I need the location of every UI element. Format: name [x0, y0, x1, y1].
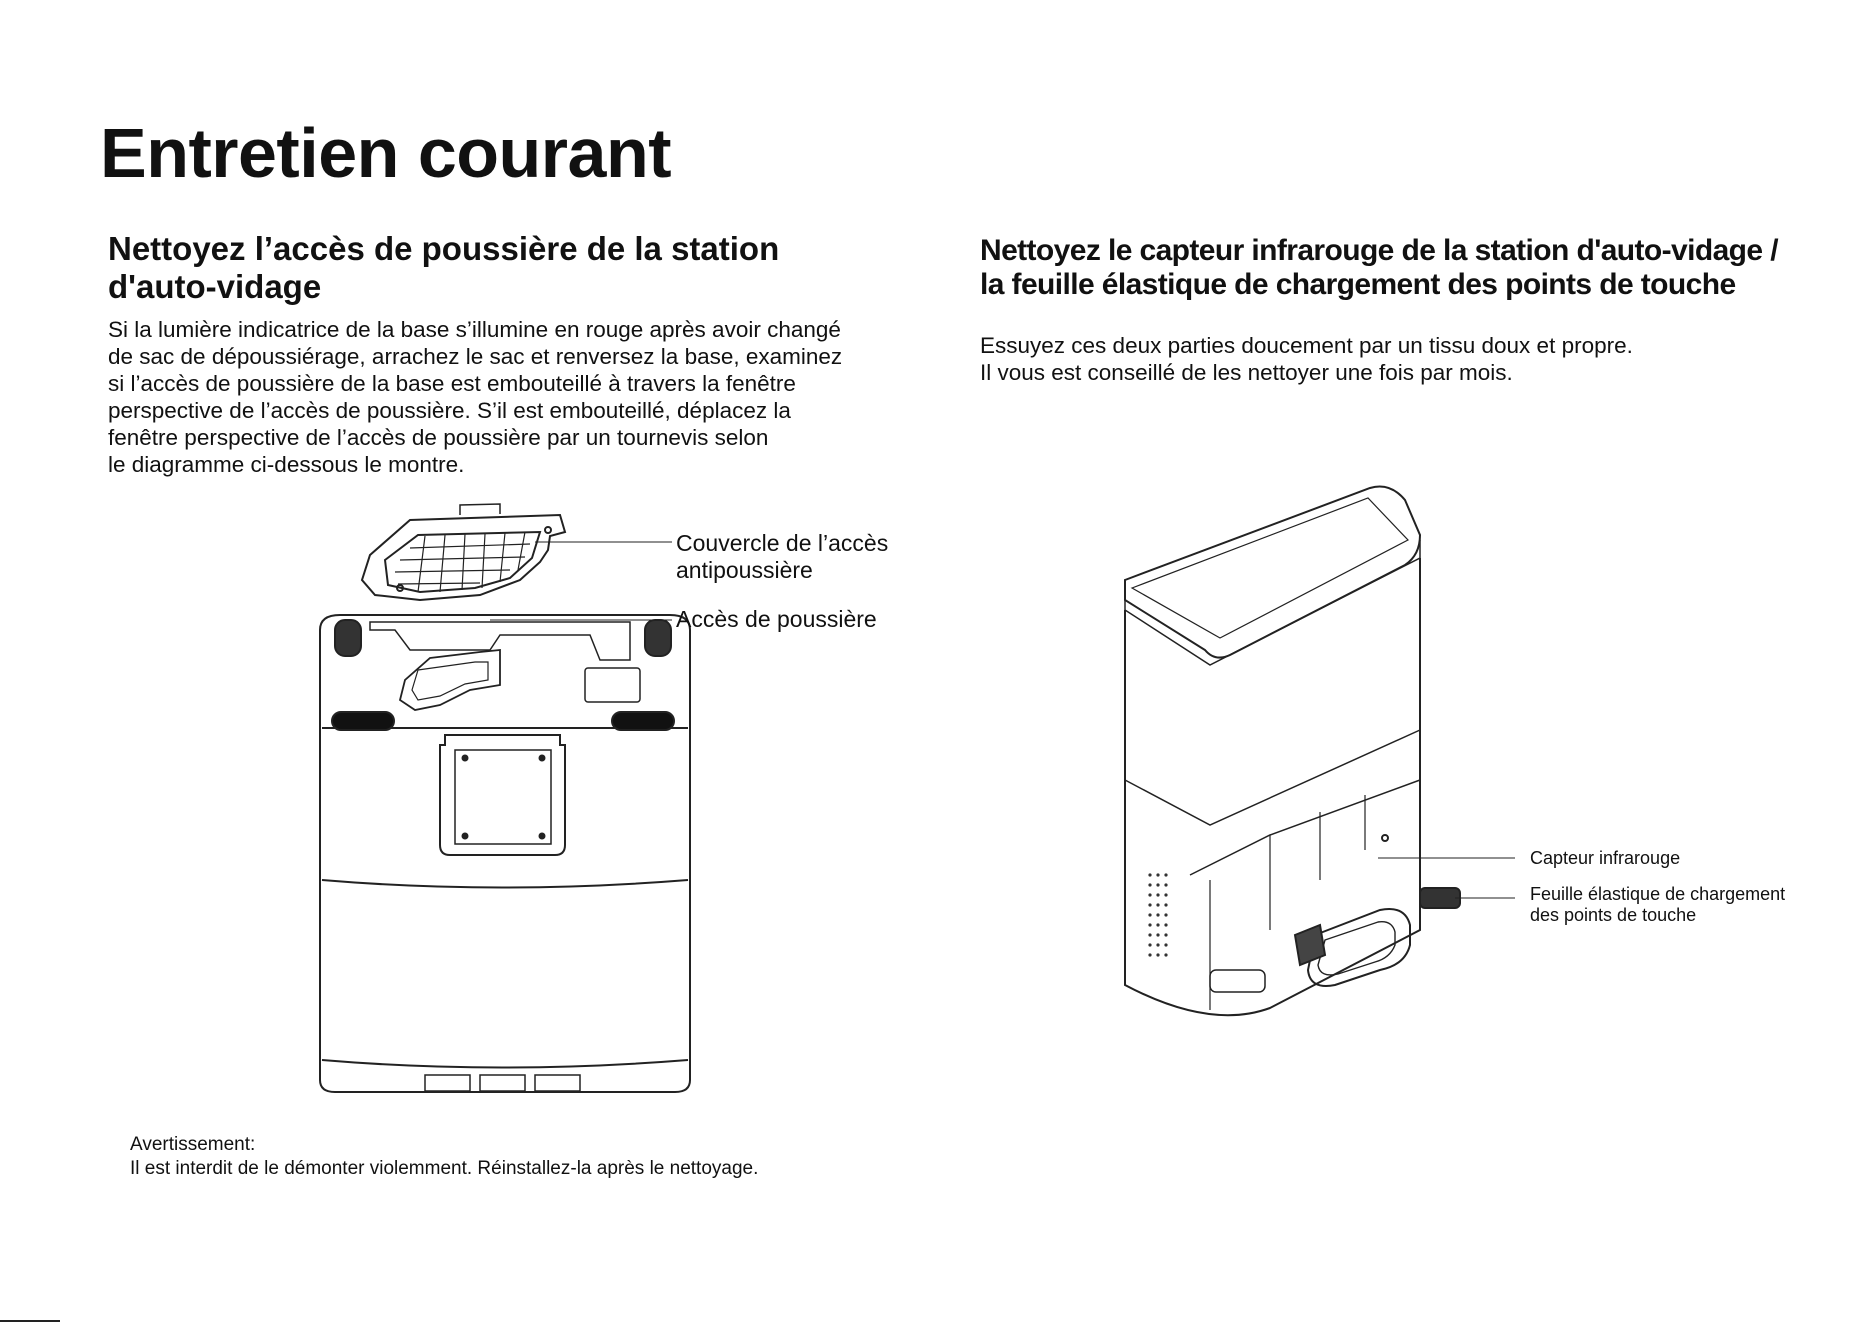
warning-title: Avertissement:	[130, 1134, 256, 1155]
station-body	[320, 615, 690, 1092]
callout-charging-sheet: Feuille élastique de chargement des points de touche	[1530, 884, 1786, 925]
left-section-heading-line2: d'auto-vidage	[108, 268, 322, 305]
callout-dust-access: Accès de poussière	[676, 606, 877, 632]
page-title: Entretien courant	[100, 114, 672, 192]
station-bottom-illustration	[300, 500, 700, 1110]
callout-dust-cover: Couvercle de l’accès antipoussière	[676, 530, 889, 583]
left-section-paragraph: Si la lumière indicatrice de la base s’illumine en rouge après avoir changé de sac de dépoussiérage, arrachez le sac et renversez la base, examinez si l’accès de poussière de la base est embouteillé à travers la fenêtre perspective de l’accès de poussière. S’il est embouteillé, déplacez la fenêtre perspective de l’accès de poussière par un tournevis selon le diagramme ci-dessous le montre.	[108, 317, 843, 477]
left-section-heading-line1: Nettoyez l’accès de poussière de la station	[108, 230, 780, 267]
right-section-paragraph: Essuyez ces deux parties doucement par un tissu doux et propre. Il vous est conseillé de les nettoyer une fois par mois.	[980, 333, 1633, 385]
dust-cover-lid	[362, 504, 565, 600]
callout-infrared-sensor: Capteur infrarouge	[1530, 848, 1681, 868]
right-section-heading-line2: la feuille élastique de chargement des points de touche	[980, 268, 1736, 301]
right-section-heading-line1: Nettoyez le capteur infrarouge de la station d'auto-vidage /	[980, 234, 1778, 267]
warning-text: Il est interdit de le démonter violemment. Réinstallez-la après le nettoyage.	[130, 1158, 759, 1179]
bottom-rule	[0, 1320, 60, 1322]
station-front-illustration	[1120, 480, 1540, 1040]
